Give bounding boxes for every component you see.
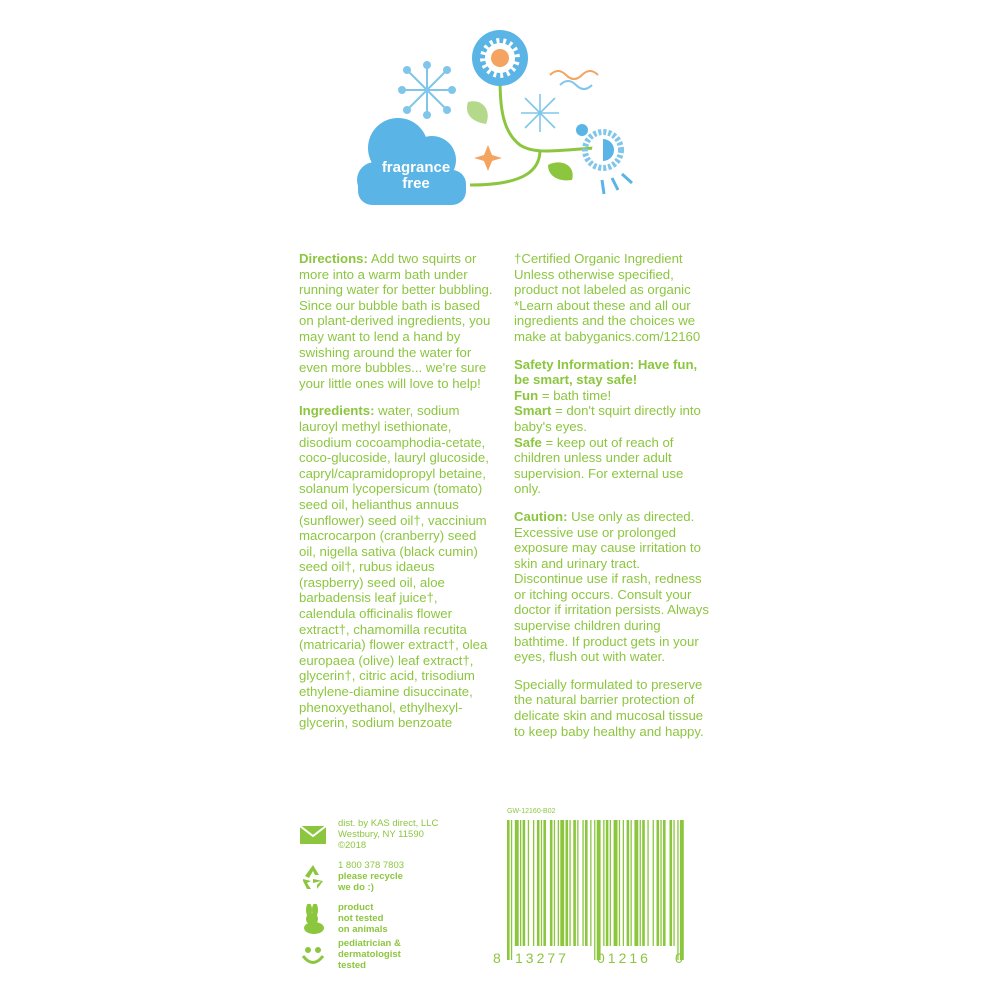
smart-label: Smart (514, 403, 552, 419)
barcode-group-right: 01216 (597, 950, 651, 966)
caution-text: Use only as directed. Excessive use or prolonged exposure may cause irritation to skin and urinary tract. Discontinue use if rash, redness or itching occurs. Consult your doctor if irritation persists. Always supervise children during bathtime. If product gets in your eyes, flush out with water. (514, 508, 709, 665)
barcode-bar (627, 820, 630, 946)
barcode-bar (550, 820, 553, 946)
directions-text: Add two squirts or more into a warm bath under running water for better bubbling. Since our bubble bath is based on plant-derived ingredients, you may want to lend a hand by swishing around the water for even more bubbles... we're sure your little ones will love to help! (299, 251, 493, 391)
barcode-bar (585, 820, 588, 946)
barcode-bar (606, 820, 609, 946)
directions-label: Directions: (299, 251, 368, 266)
derm-line: pediatrician & (338, 938, 401, 949)
animals-line-2: not tested (338, 913, 384, 924)
copyright-line: ©2018 (338, 840, 367, 851)
barcode-bars (505, 808, 685, 966)
barcode-bar (619, 820, 620, 946)
barcode-bar (569, 820, 570, 946)
formulated-paragraph: Specially formulated to preserve the natural barrier protection of delicate skin and mucosal tissue to keep baby healthy and happy. (514, 676, 704, 739)
phone-number: 1 800 378 7803 (338, 860, 405, 871)
safety-heading: Safety Information: Have fun, be smart, stay safe! (514, 356, 698, 388)
organic-note: †Certified Organic Ingredient Unless otherwise specified, product not labeled as organic (514, 251, 691, 298)
barcode-bar (558, 820, 559, 946)
barcode-bar (590, 820, 591, 946)
directions-paragraph (299, 251, 495, 391)
barcode-bar (677, 820, 678, 960)
barcode-bar (680, 820, 684, 960)
barcode-bar (597, 820, 601, 960)
barcode-code: GW-12160-B02 (507, 808, 556, 815)
envelope-icon (296, 818, 330, 852)
barcode-bar (543, 820, 546, 946)
barcode-bar (634, 820, 638, 946)
barcode-bar (577, 820, 578, 946)
distributor-line: dist. by KAS direct, LLC (338, 818, 439, 829)
barcode-digit-right: 0 (675, 950, 683, 966)
snowflake-icon (399, 62, 455, 118)
wave-icon (550, 71, 598, 79)
safe-text: = keep out of reach of children unless under adult supervision. For external use only. (514, 434, 684, 497)
caution-label: Caution: (514, 508, 568, 524)
wave-icon-2 (560, 81, 592, 89)
barcode-bar (511, 820, 512, 960)
rays-icon (602, 174, 632, 194)
barcode-bar (673, 820, 674, 946)
vine-stem (500, 70, 595, 151)
learn-more-note: *Learn about these and all our ingredients and the choices we make at babyganics.com/12160 (514, 297, 701, 344)
barcode-bar (533, 820, 534, 946)
distributor-row (296, 818, 438, 852)
recycle-row (296, 860, 404, 894)
barcode-group-left: 13277 (515, 950, 569, 966)
barcode-bar (653, 820, 654, 946)
smiley-icon (296, 938, 330, 972)
vine-stem-branch (470, 150, 540, 185)
barcode-bar (657, 820, 660, 946)
safety-paragraph (514, 357, 710, 497)
barcode-bar (582, 820, 583, 946)
derm-line-3: tested (338, 960, 366, 971)
caution-paragraph (514, 509, 710, 665)
barcode-bar (520, 820, 521, 946)
gear-flower-icon (585, 132, 621, 168)
half-circle-icon (576, 124, 588, 136)
barcode-bar (560, 820, 564, 946)
barcode-bar (610, 820, 611, 946)
barcode (493, 808, 685, 966)
address-line: Westbury, NY 11590 (338, 829, 424, 840)
barcode-bar (631, 820, 632, 946)
recycle-line-2: we do :) (338, 882, 374, 893)
small-snowflake-icon (521, 94, 559, 132)
derm-line-2: dermatologist (338, 949, 401, 960)
animals-row (296, 902, 388, 936)
barcode-bar (528, 820, 529, 946)
ingredients-paragraph (299, 403, 495, 730)
right-column (514, 251, 710, 751)
animals-text (338, 902, 388, 935)
barcode-bar (647, 820, 648, 946)
barcode-bar (603, 820, 604, 946)
barcode-bar (663, 820, 666, 946)
smart-text: = don't squirt directly into baby's eyes. (514, 403, 701, 434)
animals-line-3: on animals (338, 924, 388, 935)
barcode-bar (623, 820, 624, 946)
fragrance-free-badge: fragrance free (381, 159, 451, 192)
recycle-line: please recycle (338, 871, 403, 882)
barcode-bar (523, 820, 526, 946)
barcode-bar (537, 820, 540, 946)
dermatologist-row (296, 938, 401, 972)
bunny-icon (296, 902, 330, 936)
barcode-bar (507, 820, 510, 960)
leaf-icon (467, 101, 488, 124)
barcode-bar (594, 820, 595, 960)
barcode-bar (515, 820, 519, 946)
barcode-bar (640, 820, 641, 946)
sparkle-icon (474, 145, 502, 171)
barcode-bar (642, 820, 645, 946)
ingredients-label: Ingredients: (299, 403, 375, 419)
barcode-bar (573, 820, 576, 946)
left-column (299, 251, 495, 743)
recycle-text (338, 860, 404, 893)
leaf-icon-2 (548, 162, 573, 180)
safe-label: Safe (514, 434, 542, 450)
barcode-bar (541, 820, 542, 946)
barcode-digit-left: 8 (493, 950, 501, 966)
big-flower-icon (472, 30, 528, 86)
barcode-bar (614, 820, 618, 946)
distributor-text (338, 818, 438, 851)
animals-line: product (338, 902, 374, 913)
barcode-bar (554, 820, 555, 946)
fun-text: = bath time! (538, 387, 612, 403)
barcode-bar (566, 820, 569, 946)
barcode-bar (660, 820, 661, 946)
fun-label: Fun (514, 387, 539, 403)
ingredients-text: water, sodium lauroyl methyl isethionate, disodium cocoamphodia-cetate, coco-glucoside, lauryl glucoside, capryl/capramidopropyl betaine, solanum lycopersicum (tomato) seed oil, helianthus annuus (sunflower) seed oil†, vaccinium macrocarpon (cranberry) seed oil, nigella sativa (black cumin) seed oil†, rubus idaeus (raspberry) seed oil, aloe barbadensis leaf juice†, calendula officinalis flower extract†, chamomilla recutita (matricaria) flower extract†, olea europaea (olive) leaf extract†, glycerin†, citric acid, trisodium ethylene-diamine disuccinate, phenoxyethanol, ethylhexyl-glycerin, sodium benzoate (299, 403, 489, 731)
dermatologist-text (338, 938, 401, 971)
barcode-bar (670, 820, 673, 946)
recycle-icon (296, 860, 330, 894)
